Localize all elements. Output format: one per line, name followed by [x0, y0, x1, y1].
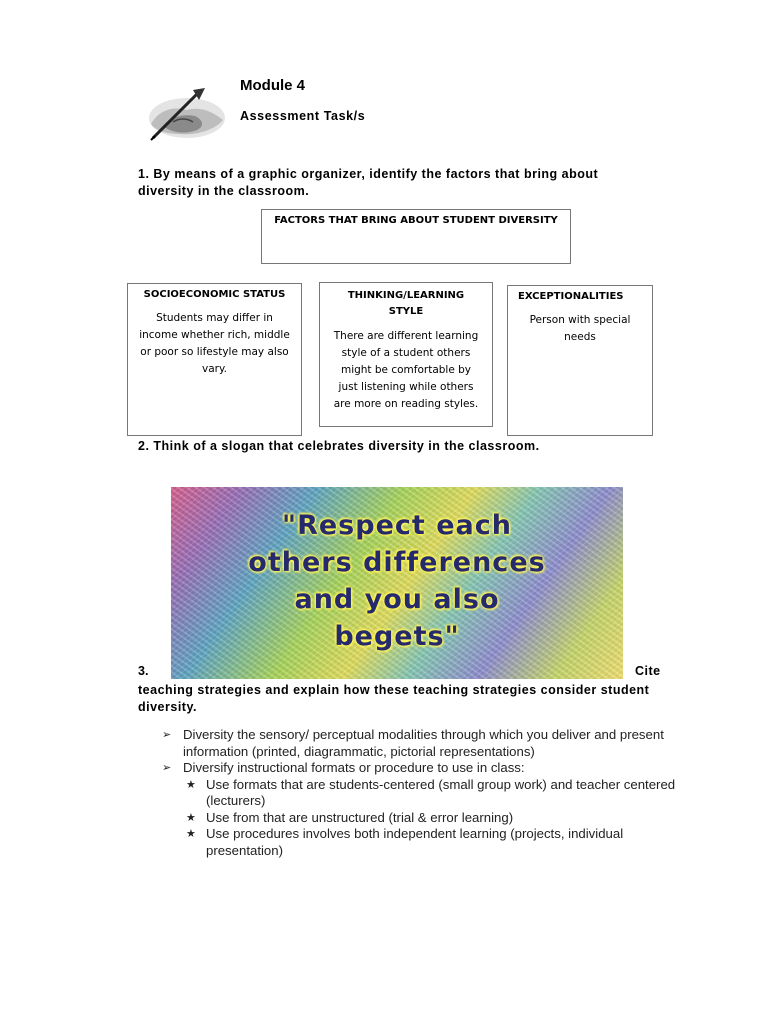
slogan-image [171, 487, 623, 679]
list-item-text: Diversify instructional formats or procedure to use in class: [183, 760, 525, 775]
factor-text: Students may differ in income whether rich, middle or poor so lifestyle may also vary. [139, 312, 290, 375]
factor-title: THINKING/LEARNING STYLE [347, 290, 465, 317]
question-3-number: 3. [138, 664, 149, 678]
arrow-bullet-icon: ➢ [162, 729, 172, 741]
organizer-title: FACTORS THAT BRING ABOUT STUDENT DIVERSITY [274, 215, 558, 226]
list-subitem [162, 777, 692, 810]
hand-writing-quill-icon [143, 86, 231, 144]
factor-text: Person with special needs [529, 314, 631, 343]
star-bullet-icon: ★ [186, 811, 196, 824]
question-2: 2. Think of a slogan that celebrates diversity in the classroom. [138, 439, 540, 453]
factor-box-learning-style [319, 282, 493, 427]
list-subitem-text: Use from that are unstructured (trial & error learning) [206, 809, 514, 825]
factor-title: EXCEPTIONALITIES [518, 291, 624, 302]
arrow-bullet-icon: ➢ [162, 762, 172, 774]
list-subitem [162, 826, 692, 859]
factor-text: There are different learning style of a student others might be comfortable by just listening while others are more on reading styles. [333, 330, 479, 410]
star-bullet-icon: ★ [186, 778, 196, 791]
module-subtitle: Assessment Task/s [240, 109, 366, 123]
list-item [162, 760, 692, 777]
question-3-text: teaching strategies and explain how these teaching strategies consider student diversity. [138, 683, 650, 714]
slogan-text [171, 507, 623, 655]
factor-box-socioeconomic [127, 283, 302, 436]
list-item [162, 727, 692, 760]
list-item-text: Diversity the sensory/ perceptual modalities through which you deliver and present information (printed, diagrammatic, pictorial representations) [183, 727, 664, 759]
question-1: 1. By means of a graphic organizer, identify the factors that bring about diversity in the classroom. [138, 167, 599, 198]
factor-title: SOCIOECONOMIC STATUS [143, 289, 286, 300]
module-title: Module 4 [240, 77, 306, 94]
list-subitem-text: Use formats that are students-centered (small group work) and teacher centered (lecturers) [206, 776, 676, 808]
strategies-list [162, 727, 692, 859]
organizer-title-box [261, 209, 571, 264]
list-subitem-text: Use procedures involves both independent learning (projects, individual presentation) [206, 826, 624, 858]
list-subitem [162, 810, 692, 827]
star-bullet-icon: ★ [186, 828, 196, 840]
question-3-lead: Cite [635, 664, 661, 678]
slogan-line: "Respect each [282, 510, 512, 541]
factor-box-exceptionalities [507, 285, 653, 436]
slogan-line: others differences [248, 547, 546, 578]
slogan-line: begets" [334, 621, 460, 652]
slogan-line: and you also [294, 584, 500, 615]
